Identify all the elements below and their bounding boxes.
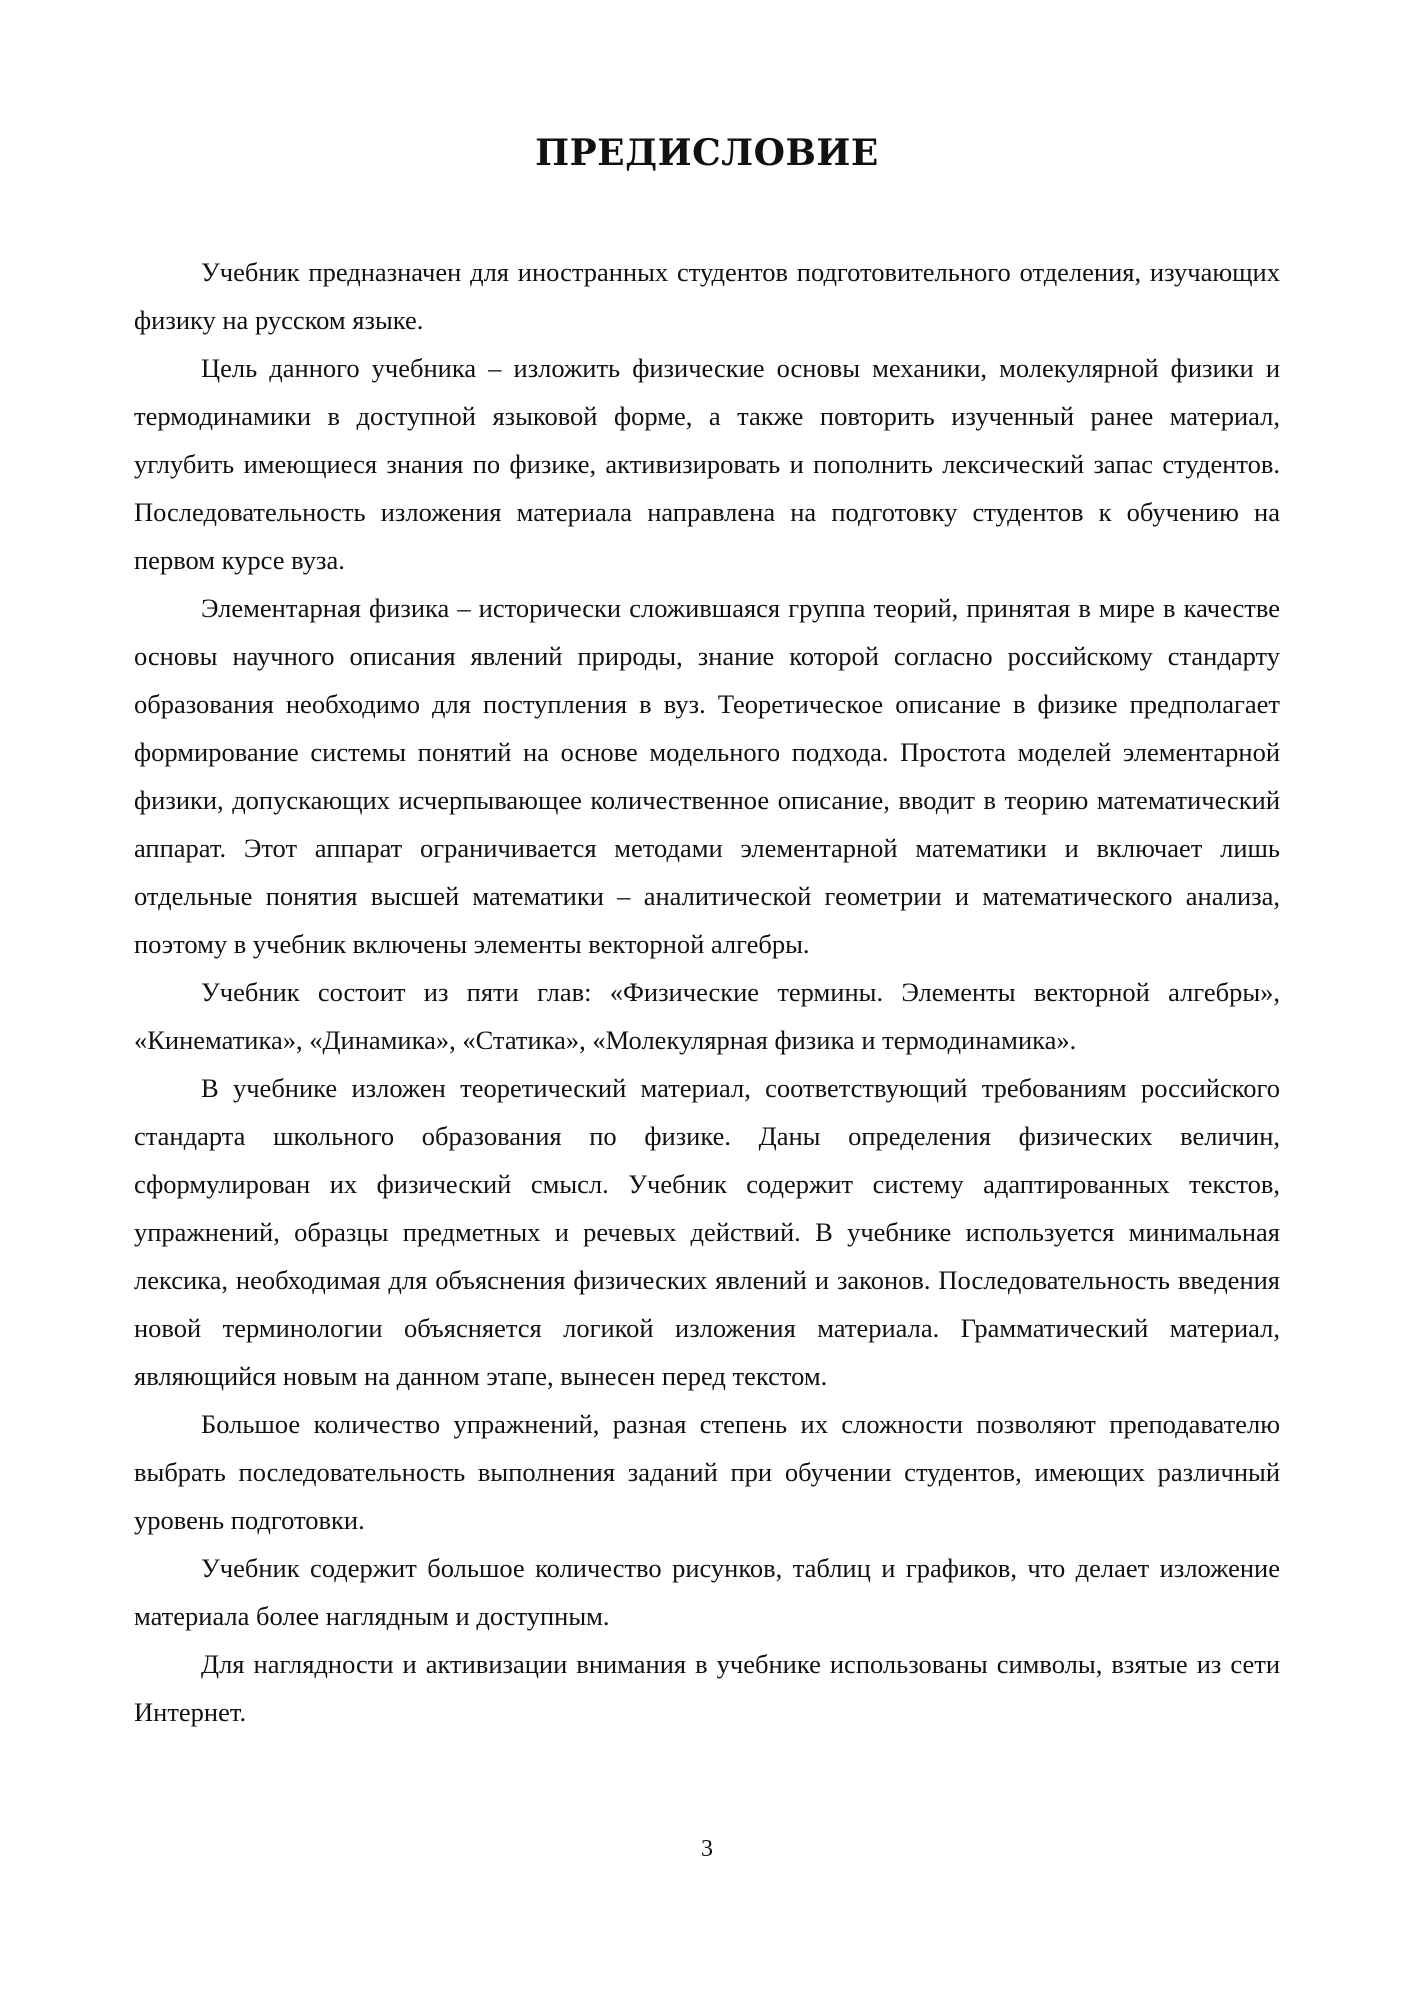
paragraph-6: Большое количество упражнений, разная степень их сложности позволяют преподавателю выбрать последовательность выполнения заданий при обучении студентов, имеющих различный уровень подготовки. [134,1409,1280,1535]
paragraph-8: Для наглядности и активизации внимания в учебнике использованы символы, взятые из сети Интернет. [134,1649,1280,1727]
paragraph-5: В учебнике изложен теоретический материал, соответствующий требованиям российского стандарта школьного образования по физике. Даны определения физических величин, сформулирован их физический смысл. Учебник содержит систему адаптированных текстов, упражнений, образцы предметных и речевых действий. В учебнике используется минимальная лексика, необходимая для объяснения физических явлений и законов. Последовательность введения новой терминологии объясняется логикой изложения материала. Грамматический материал, являющийся новым на данном этапе, вынесен перед текстом. [134,1073,1280,1391]
paragraph-4: Учебник состоит из пяти глав: «Физические термины. Элементы векторной алгебры», «Кинематика», «Динамика», «Статика», «Молекулярная физика и термодинамика». [134,977,1280,1055]
paragraph-1: Учебник предназначен для иностранных студентов подготовительного отделения, изучающих физику на русском языке. [134,257,1280,335]
paragraph-3: Элементарная физика – исторически сложившаяся группа теорий, принятая в мире в качестве основы научного описания явлений природы, знание которой согласно российскому стандарту образования необходимо для поступления в вуз. Теоретическое описание в физике предполагает формирование системы понятий на основе модельного подхода. Простота моделей элементарной физики, допускающих исчерпывающее количественное описание, вводит в теорию математический аппарат. Этот аппарат ограничивается методами элементарной математики и включает лишь отдельные понятия высшей математики – аналитической геометрии и математического анализа, поэтому в учебник включены элементы векторной алгебры. [134,593,1280,959]
paragraph-2: Цель данного учебника – изложить физические основы механики, молекулярной физики и термодинамики в доступной языковой форме, а также повторить изученный ранее материал, углубить имеющиеся знания по физике, активизировать и пополнить лексический запас студентов. Последовательность изложения материала направлена на подготовку студентов к обучению на первом курсе вуза. [134,353,1280,575]
paragraph-7: Учебник содержит большое количество рисунков, таблиц и графиков, что делает изложение материала более наглядным и доступным. [134,1553,1280,1631]
page-title: ПРЕДИСЛОВИЕ [535,132,879,174]
page-number: 3 [701,1836,713,1862]
preface-body [134,248,1280,1736]
